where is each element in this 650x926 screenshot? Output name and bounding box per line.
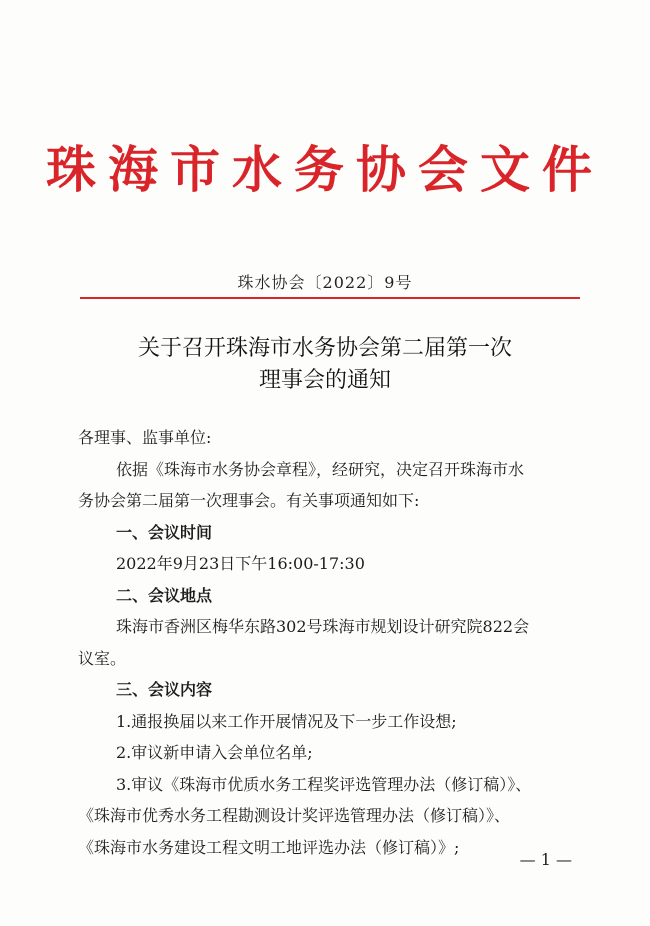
notice-title-line-2: 理事会的通知 xyxy=(258,368,391,393)
paragraph-1-line-2: 务协会第二届第一次理事会。有关事项通知如下: xyxy=(78,491,420,510)
document-number: 珠水协会〔2022〕9号 xyxy=(237,273,413,292)
section-2-heading: 二、会议地点 xyxy=(116,585,213,605)
salutation: 各理事、监事单位: xyxy=(78,428,212,447)
page-number: — 1 — xyxy=(519,850,572,869)
notice-body xyxy=(78,422,590,863)
notice-title-line-1: 关于召开珠海市水务协会第二届第一次 xyxy=(137,336,512,361)
agenda-item-1: 1.通报换届以来工作开展情况及下一步工作设想; xyxy=(116,711,457,731)
document-header-title: 珠海市水务协会文件 xyxy=(46,141,604,199)
agenda-item-2: 2.审议新申请入会单位名单; xyxy=(116,743,313,762)
section-2-line-2: 议室。 xyxy=(78,648,127,668)
section-3-heading: 三、会议内容 xyxy=(116,680,213,699)
paragraph-1-line-1: 依据《珠海市水务协会章程》，经研究，决定召开珠海市水 xyxy=(116,459,525,479)
section-2-line-1: 珠海市香洲区梅华东路302号珠海市规划设计研究院822会 xyxy=(116,617,530,636)
agenda-item-3-line-1: 3.审议《珠海市优质水务工程奖评选管理办法（修订稿）》、 xyxy=(116,774,532,794)
agenda-item-3-line-2: 《珠海市优秀水务工程勘测设计奖评选管理办法（修订稿）》、 xyxy=(78,806,511,825)
section-1-text: 2022年9月23日下午16:00-17:30 xyxy=(116,554,365,573)
agenda-item-3-line-3: 《珠海市水务建设工程文明工地评选办法（修订稿）》; xyxy=(78,837,460,857)
red-divider-line xyxy=(80,297,580,299)
section-1-heading: 一、会议时间 xyxy=(116,522,213,542)
notice-title xyxy=(0,333,650,397)
